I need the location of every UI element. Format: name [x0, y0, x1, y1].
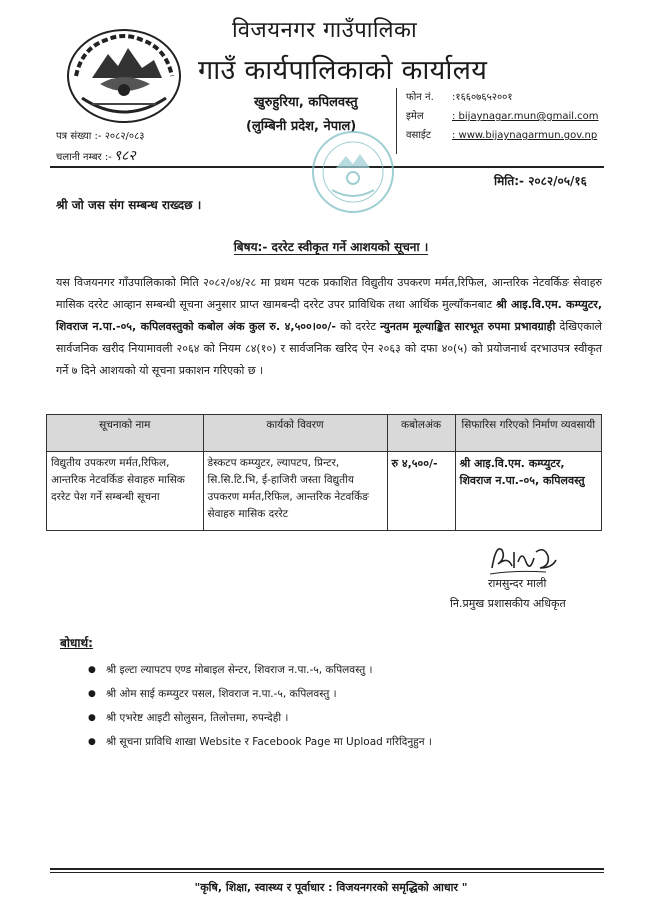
para-bold-vendor-amount: श्री आइ.वि.एम. कम्प्युटर, शिवराज न.पा.-०५, कपिलवस्तुको कबोल अंक कुल रु. ४,५००।००/- — [56, 298, 602, 333]
contact-box — [406, 88, 599, 145]
subject-line — [0, 238, 662, 255]
bodhartha-heading: बोधार्थ: — [60, 636, 93, 650]
table-row — [47, 452, 602, 531]
body-paragraph — [56, 272, 602, 382]
table-header-cell: सिफारिस गरिएको निर्माण व्यवसायी — [455, 415, 601, 452]
para-bold-evaluation: न्युनतम मूल्याङ्कित सारभूत रुपमा प्रभावग्राही — [380, 320, 556, 333]
office-location-line2: (लुम्बिनी प्रदेश, नेपाल) — [246, 119, 357, 134]
table-header-cell: कबोलअंक — [387, 415, 455, 452]
nepal-emblem-icon — [62, 18, 186, 126]
email-link[interactable]: : bijaynagar.mun@gmail.com — [452, 111, 599, 122]
office-location-line1: खुरुहुरिया, कपिलवस्तु — [254, 95, 358, 110]
bid-amount-cell: रु ४,५००/- — [387, 452, 455, 531]
office-title-line1: विजयनगर गाउँपालिका — [232, 18, 418, 43]
signatory-designation: नि.प्रमुख प्रशासकीय अधिकृत — [450, 597, 566, 610]
chalani-number — [56, 146, 136, 165]
footer-divider — [50, 868, 604, 870]
table-header-row — [47, 415, 602, 452]
chalani-value: ९८२ — [113, 148, 136, 164]
list-item: ● श्री एभरेष्ट आइटी सोलुसन, तिलोत्तमा, रुपन्देही । — [88, 706, 432, 730]
table-header-cell: सूचनाको नाम — [47, 415, 204, 452]
list-item: ● श्री सूचना प्राविधि शाखा Website र Facebook Page मा Upload गरिदिनुहुन । — [88, 730, 432, 754]
table-header-cell: कार्यको विवरण — [203, 415, 387, 452]
phone-value: :१६६०७६५२००१ — [452, 92, 513, 103]
email-label: इमेल — [406, 111, 424, 122]
list-item: ● श्री इल्टा ल्यापटप एण्ड मोबाइल सेन्टर, शिवराज न.पा.-५, कपिलवस्तु । — [88, 658, 432, 682]
letter-date: मिति:- २०८२/०५/१६ — [494, 174, 587, 188]
office-stamp-icon — [306, 128, 400, 216]
list-item: ● श्री ओम साई कम्प्युटर पसल, शिवराज न.पा.-५, कपिलवस्तु । — [88, 682, 432, 706]
office-title-line2: गाउँ कार्यपालिकाको कार्यालय — [198, 55, 488, 86]
phone-row — [406, 88, 599, 107]
notice-name-cell: विद्युतीय उपकरण मर्मत,रिफिल, आन्तरिक नेटवर्किङ सेवाहरु मासिक दररेट पेश गर्ने सम्बन्धी सूचना — [47, 452, 204, 531]
para-part2: को दररेट — [335, 320, 381, 333]
website-row — [406, 126, 599, 145]
bodhartha-list — [88, 658, 432, 754]
website-link[interactable]: : www.bijaynagarmun.gov.np — [452, 130, 598, 141]
footer-divider-thin — [50, 872, 604, 873]
email-row — [406, 107, 599, 126]
para-part1: यस विजयनगर गाँउपालिकाको मिति २०८२/०४/२८ मा प्रथम पटक प्रकाशित विद्युतीय उपकरण मर्मत,रिफिल, आन्तरिक नेटवर्किङ सेवाहरु मासिक दररेट आव्हान सम्बन्धी सूचना अनुसार प्राप्त खामबन्दी दररेट उपर प्राविधिक तथा आर्थिक मुल्याँकनबाट — [56, 276, 602, 311]
website-label: वसाईट — [406, 130, 431, 141]
subject-text: बिषय:- दररेट स्वीकृत गर्ने आशयको सूचना । — [233, 240, 429, 254]
footer-slogan: "कृषि, शिक्षा, स्वास्थ्य र पूर्वाधार : विजयनगरको समृद्धिको आधार " — [194, 881, 468, 894]
handwritten-signature — [486, 538, 560, 580]
award-table — [46, 414, 602, 531]
phone-label: फोन नं. — [406, 92, 434, 103]
recommended-vendor-cell: श्री आइ.वि.एम. कम्प्युटर, शिवराज न.पा.-०५, कपिलवस्तु — [455, 452, 601, 531]
addressee: श्री जो जस संग सम्बन्ध राख्दछ । — [56, 198, 202, 212]
chalani-label: चलानी नम्बर :- — [56, 152, 112, 163]
signatory-name: रामसुन्दर माली — [488, 577, 547, 590]
work-description-cell: डेस्कटप कम्प्युटर, ल्यापटप, प्रिन्टर, सि.सि.टि.भि, ई-हाजिरी जस्ता विद्युतीय उपकरण मर्मत,रिफिल, आन्तरिक नेटवर्किङ सेवाहरु मासिक दररेट — [203, 452, 387, 531]
reference-number: पत्र संख्या :- २०८२/०८३ — [56, 131, 145, 142]
para-part3: देखिएकाले सार्वजनिक खरीद नियामावली २०६४ को नियम ८४(१०) र सार्वजनिक खरिद ऐन २०६३ को दफा ४०(५) को प्रयोजनार्थ दरभाउपत्र स्वीकृत गर्ने ७ दिने आशयको यो सूचना प्रकाशन गरिएको छ । — [56, 320, 602, 377]
